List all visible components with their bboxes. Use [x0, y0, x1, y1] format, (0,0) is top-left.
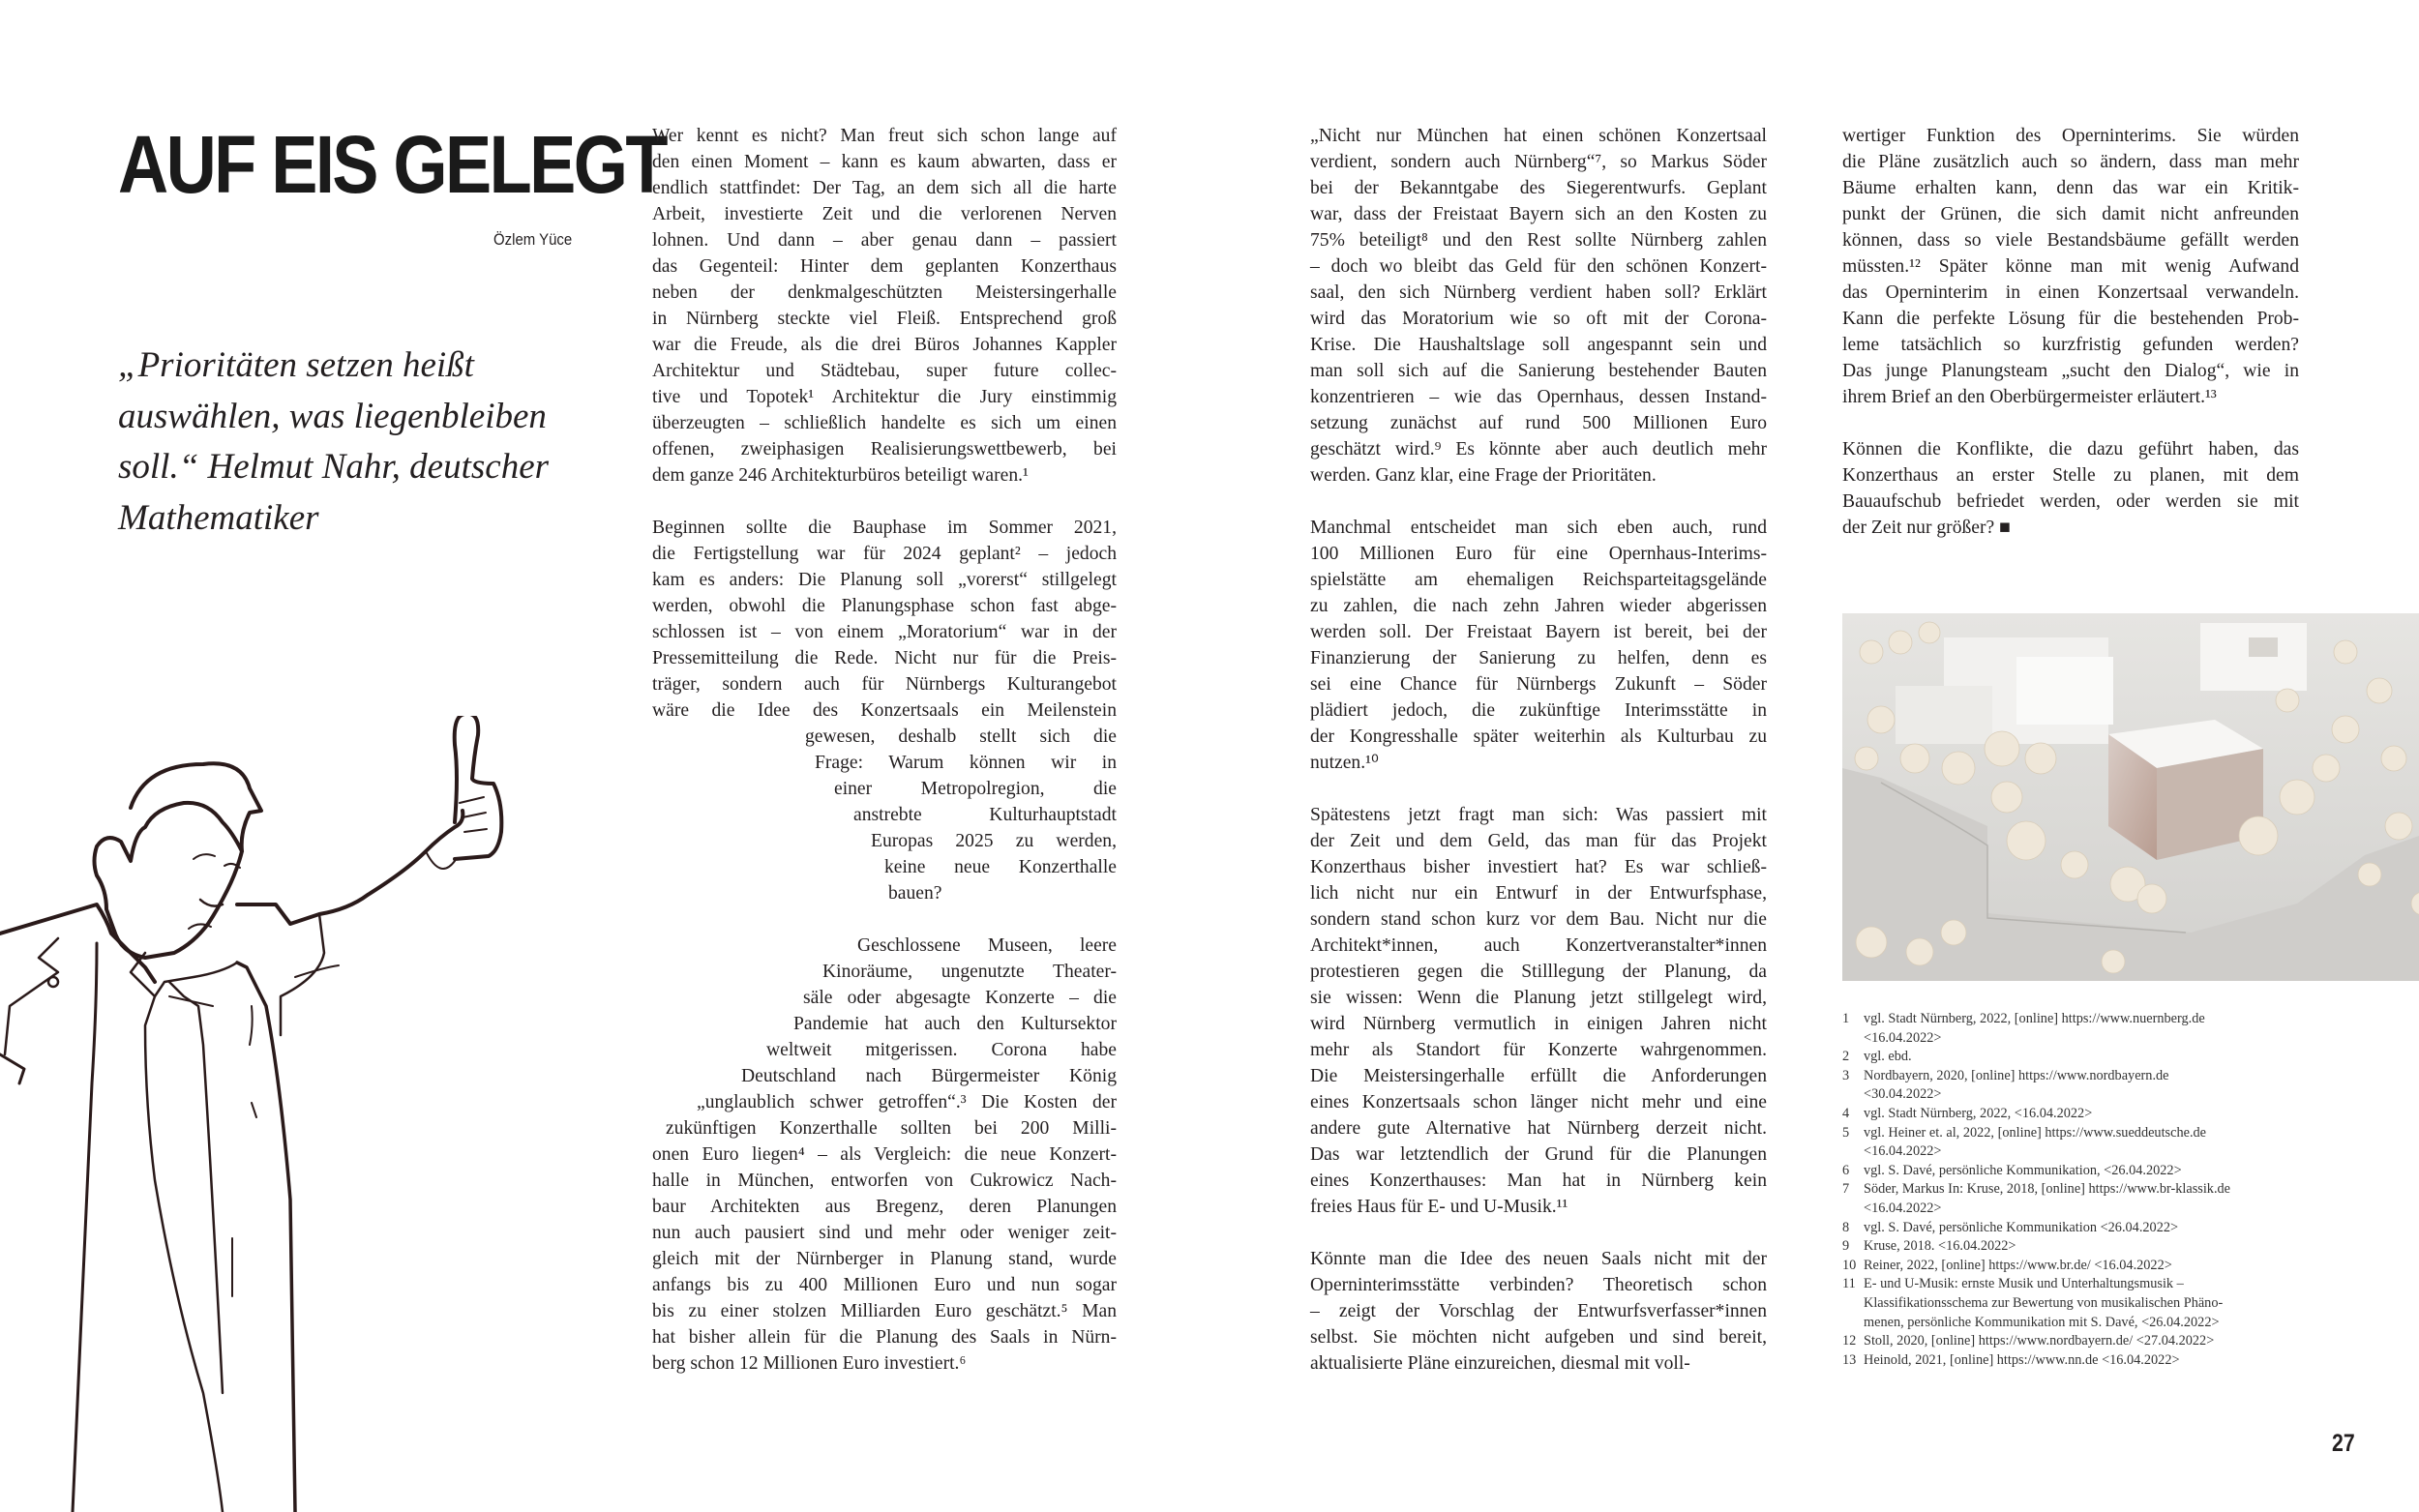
footnote-text — [1864, 1010, 2307, 1048]
body-text-line: Bäume erhalten kann, denn das war ein Kritik- — [1842, 178, 2299, 198]
body-text-line: Konzerthaus an erster Stelle zu planen, mit dem — [1842, 465, 2299, 486]
body-text-line: bauen? — [888, 883, 942, 904]
pull-quote-line: auswählen, was liegenbleiben — [118, 396, 547, 436]
footnote-number: 7 — [1842, 1181, 1850, 1198]
footnote-number: 3 — [1842, 1067, 1850, 1083]
footnote — [1842, 1124, 2307, 1162]
body-text-line: weltweit mitgerissen. Corona habe — [766, 1040, 1117, 1060]
body-text-line: protestieren gegen die Stilllegung der Planung, da — [1310, 962, 1767, 982]
body-text-line: Pressemitteilung die Rede. Nicht nur für die Preis- — [652, 648, 1117, 668]
body-text-line: geschätzt wird.⁹ Es könnte aber auch deutlich mehr — [1310, 439, 1767, 460]
body-text-line: 75% beteiligt⁸ und den Rest sollte Nürnberg zahlen — [1310, 230, 1767, 251]
footnote — [1842, 1332, 2307, 1351]
body-text-line: „unglaublich schwer getroffen“.³ Die Kosten der — [697, 1092, 1117, 1112]
footnote-text-line: Stoll, 2020, [online] https://www.nordbayern.de/ <27.04.2022> — [1864, 1333, 2215, 1349]
paragraph-gap — [1310, 489, 1767, 515]
body-text-line: 100 Millionen Euro für eine Opernhaus-Interims- — [1310, 544, 1767, 564]
body-text-line: keine neue Konzerthalle — [884, 857, 1117, 877]
body-text-line: der Zeit und dem Geld, das man für das Projekt — [1310, 831, 1767, 851]
body-text-line: sondern stand schon kurz vor dem Bau. Nicht nur die — [1310, 909, 1767, 930]
body-text-line: Kinoräume, ungenutzte Theater- — [822, 962, 1117, 982]
footnote-text — [1864, 1105, 2307, 1124]
footnote-text-line: <16.04.2022> — [1864, 1029, 1942, 1046]
body-text-line: freies Haus für E- und U-Musik.¹¹ — [1310, 1197, 1568, 1217]
body-text-line: war die Freude, als die drei Büros Johannes Kappler — [652, 335, 1117, 355]
body-text-line: werden soll. Der Freistaat Bayern ist bereit, bei der — [1310, 622, 1767, 642]
footnote-number: 8 — [1842, 1219, 1850, 1235]
footnote — [1842, 1219, 2307, 1238]
body-text-line: Kann die perfekte Lösung für die bestehenden Prob- — [1842, 309, 2299, 329]
body-text-line: dem ganze 246 Architekturbüros beteiligt waren.¹ — [652, 465, 1029, 486]
body-text-line: Arbeit, investierte Zeit und die verlorenen Nerven — [652, 204, 1117, 224]
body-text-line: gleich mit der Nürnberger in Planung stand, wurde — [652, 1249, 1117, 1269]
body-text-line: spielstätte am ehemaligen Reichsparteitagsgelände — [1310, 570, 1767, 590]
footnote-number: 5 — [1842, 1124, 1850, 1141]
footnote — [1842, 1351, 2307, 1371]
body-text-line: verdient, sondern auch Nürnberg“⁷, so Markus Söder — [1310, 152, 1767, 172]
body-text-line: Pandemie hat auch den Kultursektor — [793, 1014, 1117, 1034]
body-text-line: überzeugten – schließlich handelte es sich um einen — [652, 413, 1117, 433]
body-text-line: in Nürnberg steckte viel Fleiß. Entsprechend groß — [652, 309, 1117, 329]
footnote-text-line: vgl. Heiner et. al, 2022, [online] https://www.sueddeutsche.de — [1864, 1124, 2207, 1141]
body-text-line: Das war letztendlich der Grund für die Planungen — [1310, 1144, 1767, 1165]
footnote-number: 12 — [1842, 1333, 1857, 1349]
footnote-text — [1864, 1351, 2307, 1371]
body-text-line: mehr als Standort für Konzerte wahrgenommen. — [1310, 1040, 1767, 1060]
body-text-line: die Fertigstellung war für 2024 geplant² – jedoch — [652, 544, 1117, 564]
body-text-line: Europas 2025 zu werden, — [871, 831, 1117, 851]
footnote-text-line: vgl. Stadt Nürnberg, 2022, <16.04.2022> — [1864, 1105, 2093, 1121]
body-text-line: saal, den sich Nürnberg verdient haben soll? Erklärt — [1310, 282, 1767, 303]
footnote-text — [1864, 1124, 2307, 1162]
footnote — [1842, 1010, 2307, 1048]
body-text-line: zukünftigen Konzerthalle sollten bei 200 Milli- — [666, 1118, 1117, 1139]
footnote-text — [1864, 1332, 2307, 1351]
body-text-line: nutzen.¹⁰ — [1310, 753, 1379, 773]
body-text-line: das Gegenteil: Hinter dem geplanten Konzerthaus — [652, 256, 1117, 277]
body-text-line: selbst. Sie möchten nicht aufgeben und sind bereit, — [1310, 1327, 1767, 1348]
paragraph-gap — [1310, 776, 1767, 802]
footnote-text-line: Klassifikationsschema zur Bewertung von musikalischen Phäno- — [1864, 1294, 2224, 1311]
body-text-line: offenen, zweiphasigen Realisierungswettbewerb, bei — [652, 439, 1117, 460]
footnote — [1842, 1275, 2307, 1332]
body-text-line: man soll sich auf die Sanierung bestehender Bauten — [1310, 361, 1767, 381]
footnote-number: 13 — [1842, 1351, 1857, 1368]
footnote-number: 4 — [1842, 1105, 1850, 1121]
model-photo-image — [1842, 613, 2419, 981]
architecture-model-photo — [1842, 613, 2419, 981]
paragraph-gap — [652, 489, 1117, 515]
body-text-line: schlossen ist – von einem „Moratorium“ war in der — [652, 622, 1117, 642]
footnote-number: 6 — [1842, 1162, 1850, 1178]
body-text-line: nun auch pausiert sind und mehr oder weniger zeit- — [652, 1223, 1117, 1243]
body-text-line: müssten.¹² Später könne man mit wenig Aufwand — [1842, 256, 2299, 277]
body-text-line: Das junge Planungsteam „sucht den Dialog“, wie in — [1842, 361, 2299, 381]
body-text-line: werden. Ganz klar, eine Frage der Prioritäten. — [1310, 465, 1657, 486]
footnote-text-line: Söder, Markus In: Kruse, 2018, [online] https://www.br-klassik.de — [1864, 1181, 2231, 1198]
body-text-line: bei der Bekanntgabe des Siegerentwurfs. Geplant — [1310, 178, 1767, 198]
body-text-line: eines Konzerthauses: Man hat in Nürnberg kein — [1310, 1171, 1767, 1191]
footnote-text-line: Reiner, 2022, [online] https://www.br.de/ <16.04.2022> — [1864, 1257, 2172, 1273]
body-text-line: Architekt*innen, auch Konzertveranstalter*innen — [1310, 935, 1767, 956]
footnote-number: 9 — [1842, 1238, 1850, 1255]
footnote — [1842, 1180, 2307, 1218]
body-text-line: gewesen, deshalb stellt sich die — [805, 726, 1117, 747]
body-text-line: punkt der Grünen, die sich damit nicht anfreunden — [1842, 204, 2299, 224]
body-text-line: aktualisierte Pläne einzureichen, diesmal mit voll- — [1310, 1353, 1690, 1374]
footnote-text-line: vgl. Stadt Nürnberg, 2022, [online] https://www.nuernberg.de — [1864, 1011, 2205, 1026]
body-text-line: neben der denkmalgeschützten Meistersingerhalle — [652, 282, 1117, 303]
body-text-line: berg schon 12 Millionen Euro investiert.⁶ — [652, 1353, 967, 1374]
footnote — [1842, 1257, 2307, 1276]
body-text-line: träger, sondern auch für Nürnbergs Kulturangebot — [652, 674, 1117, 695]
body-text-line: Beginnen sollte die Bauphase im Sommer 2021, — [652, 518, 1117, 538]
body-text-line: tive und Topotek¹ Architektur die Jury einstimmig — [652, 387, 1117, 407]
body-text-line: säle oder abgesagte Konzerte – die — [803, 988, 1117, 1008]
page-number: 27 — [2332, 1430, 2355, 1457]
body-text-line: Frage: Warum können wir in — [815, 753, 1117, 773]
body-text-line: können, dass so viele Bestandsbäume gefällt werden — [1842, 230, 2299, 251]
body-text-line: wäre die Idee des Konzertsaals ein Meilenstein — [652, 700, 1117, 721]
body-text-line: halle in München, entworfen von Cukrowicz Nach- — [652, 1171, 1117, 1191]
body-text-line: lohnen. Und dann – aber genau dann – passiert — [652, 230, 1117, 251]
footnote-text-line: <16.04.2022> — [1864, 1200, 1942, 1216]
body-text-line: die Pläne zusätzlich auch so ändern, dass man mehr — [1842, 152, 2299, 172]
article-title: AUF EIS GELEGT — [118, 119, 666, 210]
footnote-number: 2 — [1842, 1049, 1850, 1065]
footnote-text — [1864, 1257, 2307, 1276]
body-text-line: wertiger Funktion des Operninterims. Sie würden — [1842, 126, 2299, 146]
footnote — [1842, 1162, 2307, 1181]
body-text-line: – doch wo bleibt das Geld für den schönen Konzert- — [1310, 256, 1767, 277]
footnote-text — [1864, 1048, 2307, 1067]
footnote-text-line: <16.04.2022> — [1864, 1143, 1942, 1160]
body-text-line: konzentrieren – wie das Opernhaus, dessen Instand- — [1310, 387, 1767, 407]
footnote-number: 1 — [1842, 1011, 1850, 1026]
footnote-text-line: E- und U-Musik: ernste Musik und Unterhaltungsmusik – — [1864, 1276, 2184, 1292]
body-text-line: anstrebte Kulturhauptstadt — [853, 805, 1117, 825]
body-text-line: sie wissen: Wenn die Planung jetzt stillgelegt wird, — [1310, 988, 1767, 1008]
footnote — [1842, 1105, 2307, 1124]
body-text-line: der Kongresshalle später weiterhin als Kulturbau zu — [1310, 726, 1767, 747]
body-text-line: Könnte man die Idee des neuen Saals nicht mit der — [1310, 1249, 1767, 1269]
footnote-text-line: menen, persönliche Kommunikation mit S. Davé, <26.04.2022> — [1864, 1314, 2220, 1330]
body-text-line: endlich stattfindet: Der Tag, an dem sich all die harte — [652, 178, 1117, 198]
footnote — [1842, 1048, 2307, 1067]
body-text-line: Konzerthaus bisher investiert hat? Es war schließ- — [1310, 857, 1767, 877]
body-text-line: lich nicht nur ein Entwurf in der Entwurfsphase, — [1310, 883, 1767, 904]
body-text-line: Operninterimsstätte verbinden? Theoretisch schon — [1310, 1275, 1767, 1295]
body-text-line: eines Konzertsaals schon länger nicht mehr und eine — [1310, 1092, 1767, 1112]
footnote-text — [1864, 1067, 2307, 1105]
footnote — [1842, 1067, 2307, 1105]
paragraph-gap — [1842, 410, 2299, 436]
body-text-line: ihrem Brief an den Oberbürgermeister erläutert.¹³ — [1842, 387, 2217, 407]
body-text-line: einer Metropolregion, die — [834, 779, 1117, 799]
footnote-text-line: <30.04.2022> — [1864, 1086, 1942, 1103]
body-text-line: plädiert jedoch, die zukünftige Interimsstätte in — [1310, 700, 1767, 721]
body-text-line: – zeigt der Vorschlag der Entwurfsverfasser*innen — [1310, 1301, 1767, 1321]
footnotes-list — [1842, 1010, 2307, 1370]
body-text-line: baur Architekten aus Bregenz, deren Planungen — [652, 1197, 1117, 1217]
body-text-line: Geschlossene Museen, leere — [857, 935, 1117, 956]
body-text-line: Wer kennt es nicht? Man freut sich schon lange auf — [652, 126, 1117, 146]
footnote — [1842, 1237, 2307, 1257]
body-text-line: das Operninterim in einen Konzertsaal verwandeln. — [1842, 282, 2299, 303]
pull-quote-line: Mathematiker — [118, 497, 319, 538]
paragraph-gap — [652, 906, 1117, 933]
body-text-line: bis zu einer stolzen Milliarden Euro geschätzt.⁵ Man — [652, 1301, 1117, 1321]
footnote-text — [1864, 1180, 2307, 1218]
body-text-line: andere gute Alternative hat Nürnberg derzeit nicht. — [1310, 1118, 1767, 1139]
body-text-line: setzung zunächst auf rund 500 Millionen Euro — [1310, 413, 1767, 433]
footnote-text-line: Heinold, 2021, [online] https://www.nn.de <16.04.2022> — [1864, 1351, 2180, 1368]
footnote-text — [1864, 1237, 2307, 1257]
body-text-line: Krise. Die Haushaltslage soll angespannt sein und — [1310, 335, 1767, 355]
body-text-line: Deutschland nach Bürgermeister König — [741, 1066, 1117, 1086]
body-text-line: Spätestens jetzt fragt man sich: Was passiert mit — [1310, 805, 1767, 825]
body-text-line: „Nicht nur München hat einen schönen Konzertsaal — [1310, 126, 1767, 146]
body-text-line: Können die Konflikte, die dazu geführt haben, das — [1842, 439, 2299, 460]
body-text-line: wird das Moratorium wie so oft mit der Corona- — [1310, 309, 1767, 329]
footnote-text-line: vgl. S. Davé, persönliche Kommunikation <26.04.2022> — [1864, 1219, 2179, 1235]
body-text-line: den einen Moment – kann es kaum abwarten, dass er — [652, 152, 1117, 172]
body-text-line: anfangs bis zu 400 Millionen Euro und nun sogar — [652, 1275, 1117, 1295]
body-text-line: sei eine Chance für Nürnbergs Zukunft – Söder — [1310, 674, 1767, 695]
footnote-text-line: vgl. S. Davé, persönliche Kommunikation, <26.04.2022> — [1864, 1162, 2182, 1178]
body-text-line: onen Euro liegen⁴ – als Vergleich: die neue Konzert- — [652, 1144, 1117, 1165]
body-text-line: Architektur und Städtebau, super future collec- — [652, 361, 1117, 381]
footnote-number: 11 — [1842, 1276, 1856, 1292]
footnote-text — [1864, 1219, 2307, 1238]
paragraph-gap — [1310, 1220, 1767, 1246]
body-text-line: hat bisher allein für die Planung des Saals in Nürn- — [652, 1327, 1117, 1348]
footnote-text-line: Kruse, 2018. <16.04.2022> — [1864, 1238, 2016, 1255]
body-text-line: Bauaufschub befriedet werden, oder werden sie mit — [1842, 491, 2299, 512]
pull-quote — [118, 341, 602, 544]
body-text-line: Finanzierung der Sanierung zu helfen, denn es — [1310, 648, 1767, 668]
footnote-number: 10 — [1842, 1257, 1857, 1273]
body-text-line: der Zeit nur größer? ■ — [1842, 518, 2011, 538]
pull-quote-line: soll.“ Helmut Nahr, deutscher — [118, 447, 550, 487]
body-text-line: leme tatsächlich so kurzfristig gefunden werden? — [1842, 335, 2299, 355]
body-text-line: wird Nürnberg vermutlich in einigen Jahren nicht — [1310, 1014, 1767, 1034]
footnote-text — [1864, 1275, 2307, 1332]
body-text-line: Die Meistersingerhalle erfüllt die Anforderungen — [1310, 1066, 1767, 1086]
body-column-1 — [652, 123, 1117, 1377]
body-text-line: kam es anders: Die Planung soll „vorerst“ stillgelegt — [652, 570, 1117, 590]
body-column-3 — [1842, 123, 2299, 541]
footnote-text — [1864, 1162, 2307, 1181]
footnote-text-line: vgl. ebd. — [1864, 1049, 1912, 1065]
author-name: Özlem Yüce — [493, 230, 573, 249]
body-text-line: zu zahlen, die nach zehn Jahren wieder abgerissen — [1310, 596, 1767, 616]
body-column-2 — [1310, 123, 1767, 1377]
body-text-line: Manchmal entscheidet man sich eben auch, rund — [1310, 518, 1767, 538]
body-text-line: werden, obwohl die Planungsphase schon fast abge- — [652, 596, 1117, 616]
body-text-line: war, dass der Freistaat Bayern sich an den Kosten zu — [1310, 204, 1767, 224]
footnote-text-line: Nordbayern, 2020, [online] https://www.nordbayern.de — [1864, 1067, 2169, 1083]
pull-quote-line: „Prioritäten setzen heißt — [118, 345, 474, 385]
